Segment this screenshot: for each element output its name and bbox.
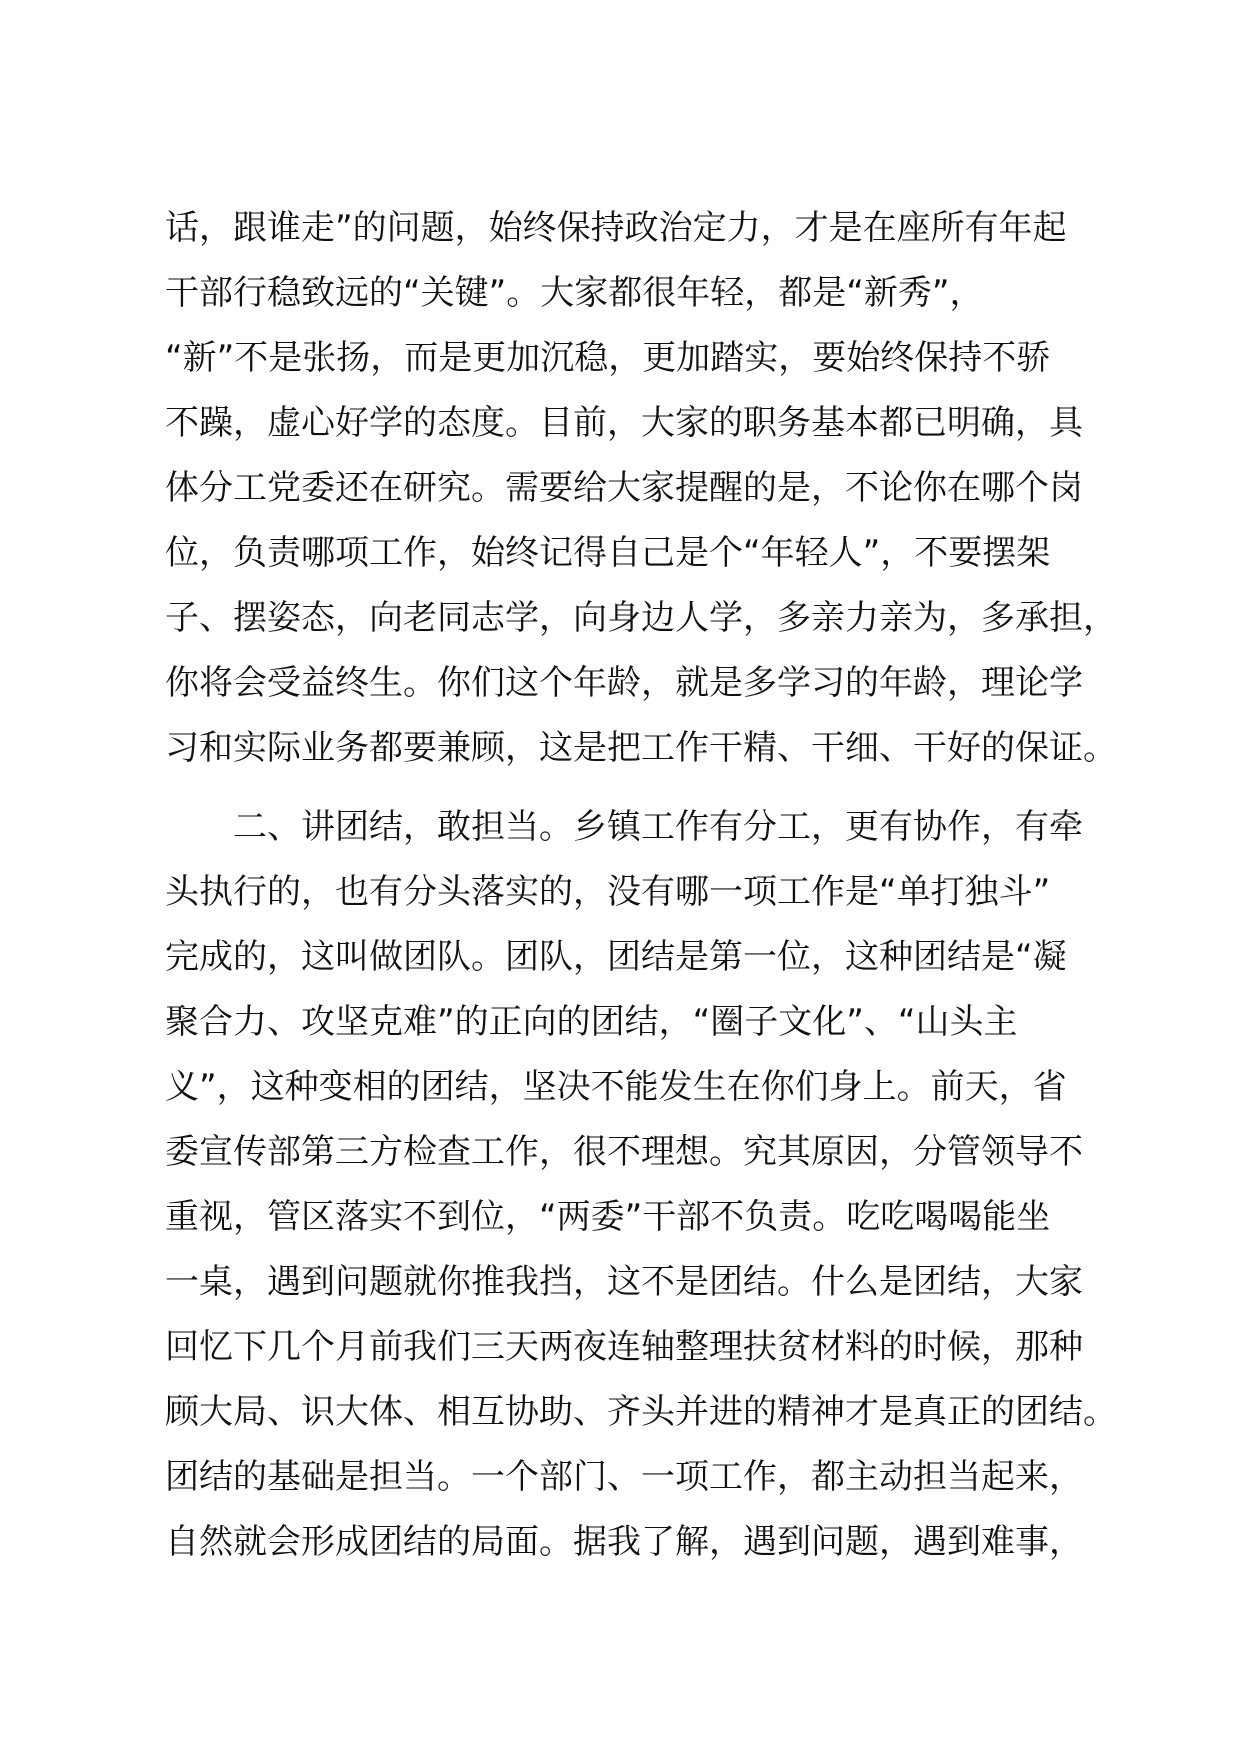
paragraph-line: 一桌，遇到问题就你推我挡，这不是团结。什么是团结，大家 xyxy=(165,1262,1083,1302)
paragraph-line: 完成的，这叫做团队。团队，团结是第一位，这种团结是“凝 xyxy=(165,937,1067,977)
paragraph-line: 义”，这种变相的团结，坚决不能发生在你们身上。前天，省 xyxy=(165,1067,1067,1107)
paragraph-line: 体分工党委还在研究。需要给大家提醒的是，不论你在哪个岗 xyxy=(165,468,1083,508)
paragraph-line: 头执行的，也有分头落实的，没有哪一项工作是“单打独斗” xyxy=(165,872,1051,912)
paragraph-line: 话，跟谁走”的问题，始终保持政治定力，才是在座所有年起 xyxy=(165,208,1067,248)
paragraph-line: 委宣传部第三方检查工作，很不理想。究其原因，分管领导不 xyxy=(165,1132,1083,1172)
paragraph-line: 自然就会形成团结的局面。据我了解，遇到问题，遇到难事， xyxy=(165,1522,1083,1562)
paragraph-line: 二、讲团结，敢担当。乡镇工作有分工，更有协作，有牵 xyxy=(233,807,1083,847)
document-body xyxy=(165,196,1125,1575)
paragraph-line: 子、摆姿态，向老同志学，向身边人学，多亲力亲为，多承担， xyxy=(165,598,1117,638)
paragraph-line: 回忆下几个月前我们三天两夜连轴整理扶贫材料的时候，那种 xyxy=(165,1327,1083,1367)
paragraph-line: 顾大局、识大体、相互协助、齐头并进的精神才是真正的团结。 xyxy=(165,1392,1117,1432)
paragraph-line: 位，负责哪项工作，始终记得自己是个“年轻人”，不要摆架 xyxy=(165,533,1051,573)
paragraph-line: 聚合力、攻坚克难”的正向的团结，“圈子文化”、“山头主 xyxy=(165,1002,1018,1042)
paragraph-line: 你将会受益终生。你们这个年龄，就是多学习的年龄，理论学 xyxy=(165,663,1083,703)
paragraph-line: “新”不是张扬，而是更加沉稳，更加踏实，要始终保持不骄 xyxy=(165,338,1051,378)
paragraph-line: 习和实际业务都要兼顾，这是把工作干精、干细、干好的保证。 xyxy=(165,728,1117,768)
paragraph-2 xyxy=(165,795,1125,1575)
paragraph-line: 团结的基础是担当。一个部门、一项工作，都主动担当起来， xyxy=(165,1457,1083,1497)
paragraph-line: 干部行稳致远的“关键”。大家都很年轻，都是“新秀”， xyxy=(165,273,984,313)
paragraph-line: 不躁，虚心好学的态度。目前，大家的职务基本都已明确，具 xyxy=(165,403,1083,443)
paragraph-line: 重视，管区落实不到位，“两委”干部不负责。吃吃喝喝能坐 xyxy=(165,1197,1051,1237)
paragraph-1 xyxy=(165,196,1125,781)
